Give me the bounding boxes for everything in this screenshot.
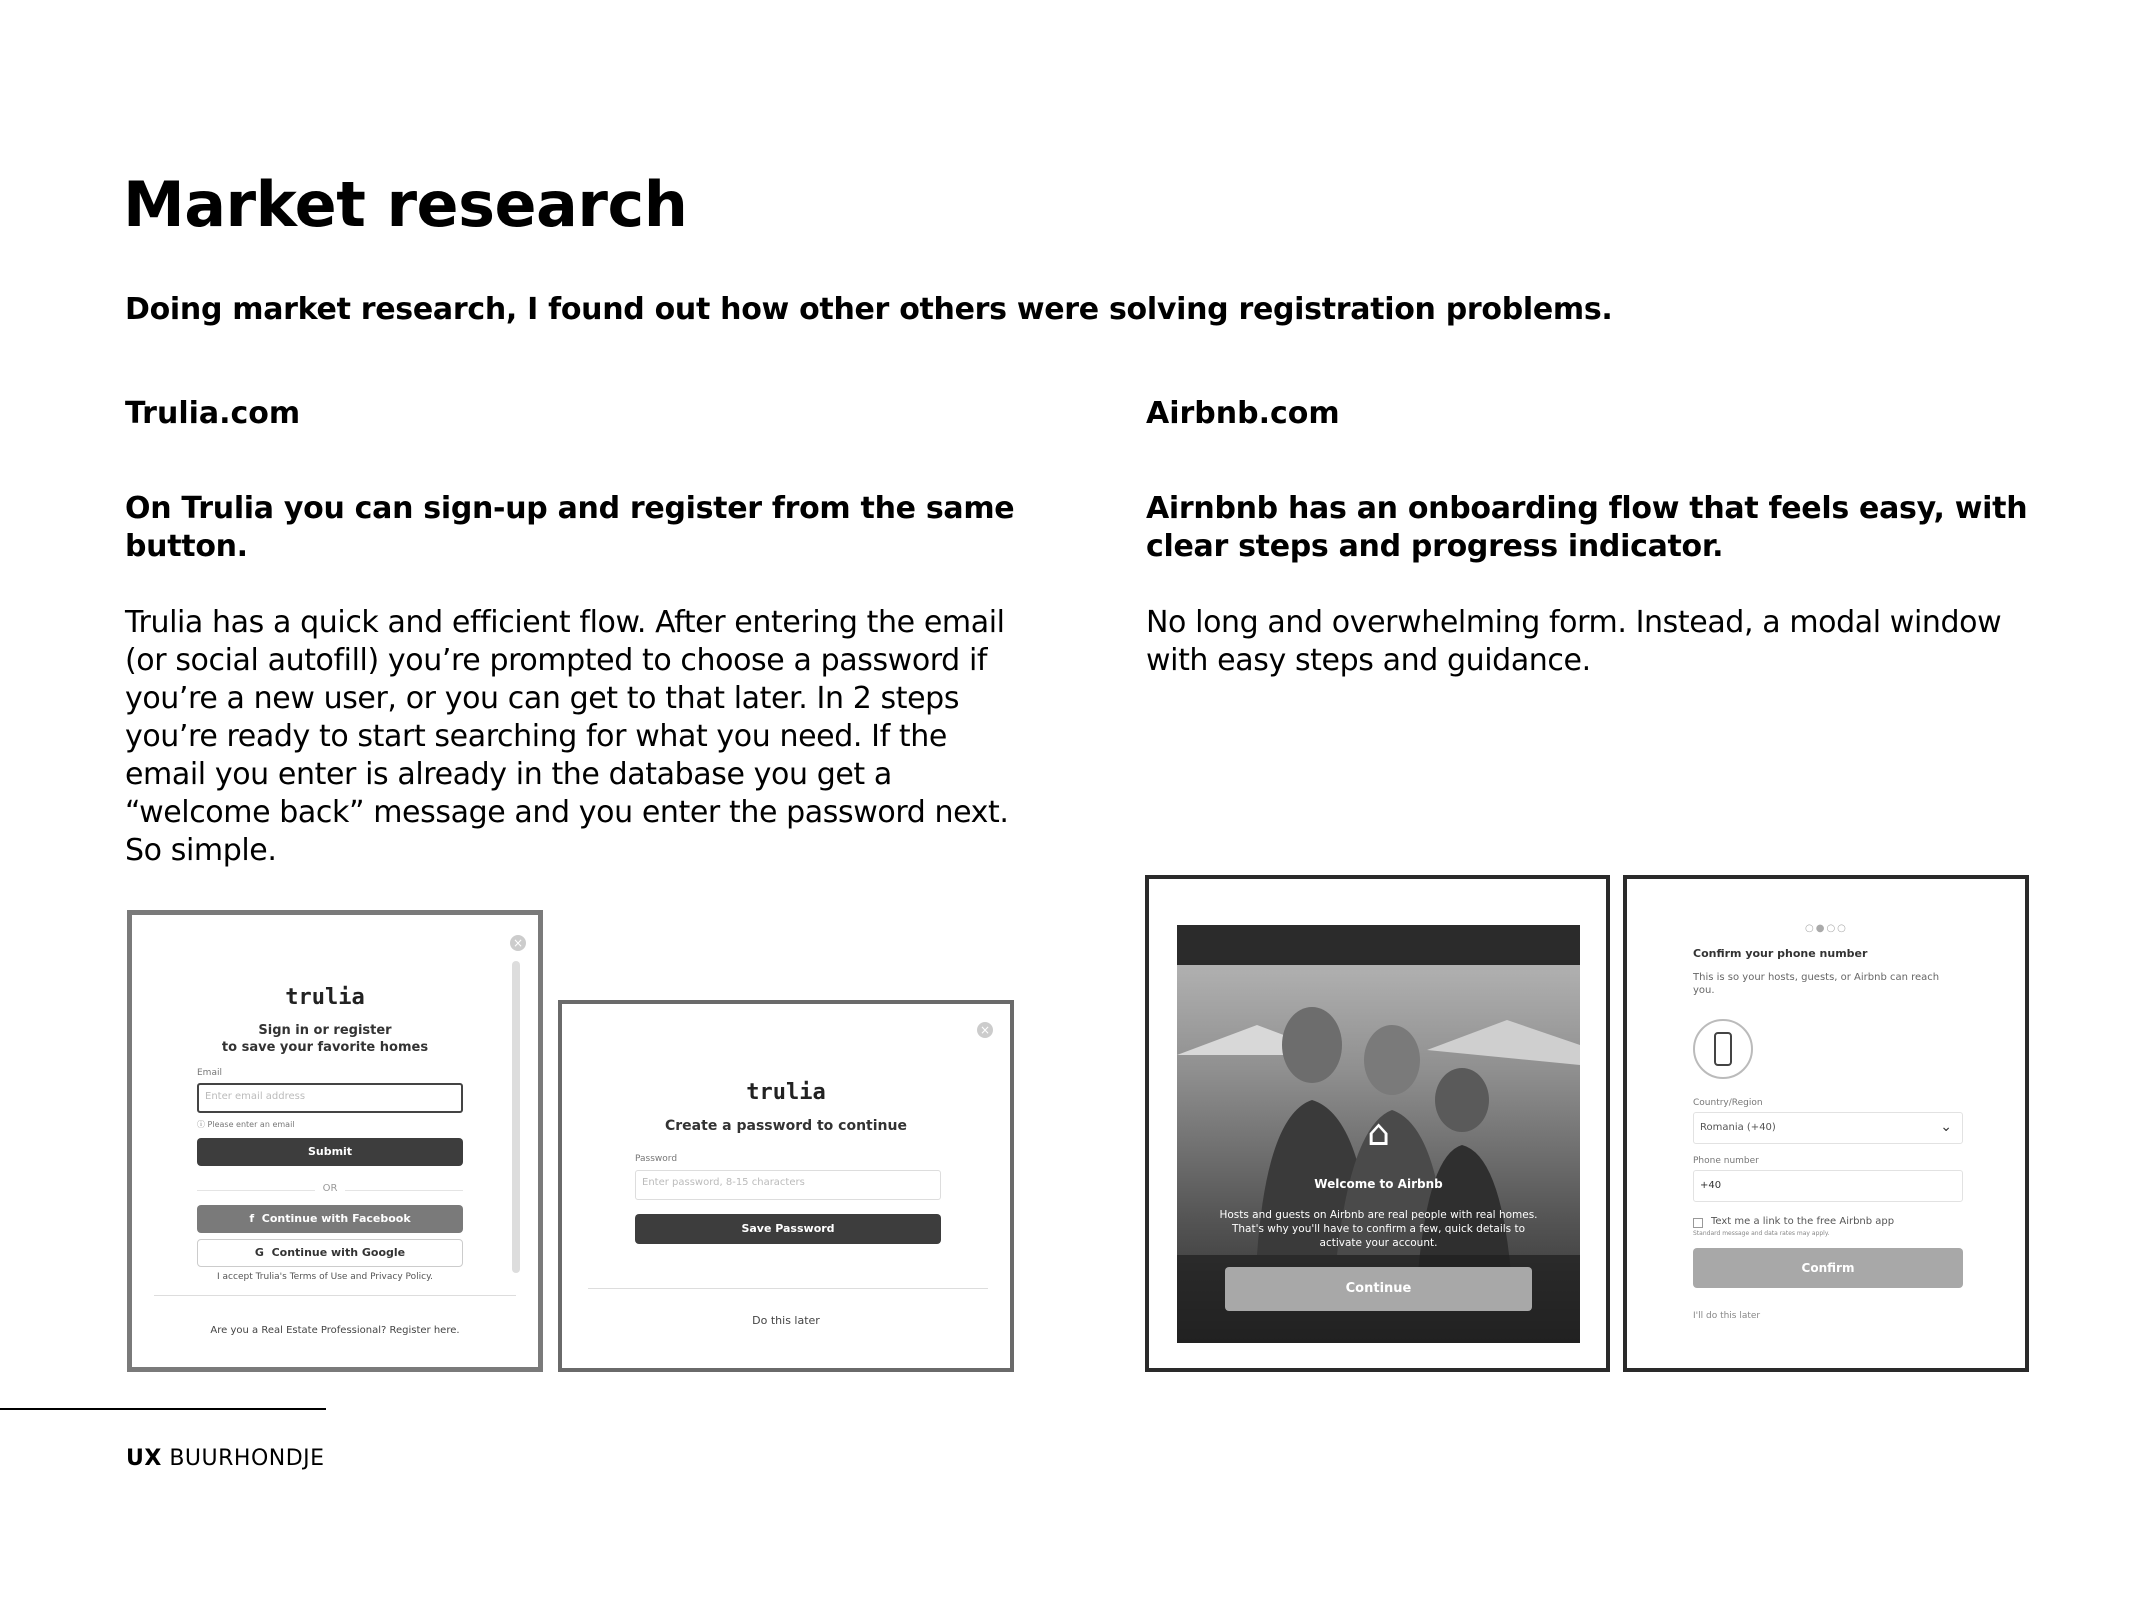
- sms-rates-note: Standard message and data rates may apply.: [1693, 1230, 1830, 1237]
- airbnb-welcome-screenshot: [1145, 875, 1610, 1372]
- save-password-button[interactable]: Save Password: [635, 1214, 941, 1244]
- pro-register-link[interactable]: Are you a Real Estate Professional? Register here.: [210, 1325, 460, 1336]
- country-select[interactable]: Romania (+40) ⌄: [1693, 1112, 1963, 1144]
- footer-brand: [126, 1446, 325, 1471]
- trulia-lead: On Trulia you can sign-up and register from the same button.: [125, 491, 1015, 564]
- email-hint: ⓘ Please enter an email: [197, 1120, 295, 1129]
- phone-icon: [1693, 1019, 1753, 1079]
- email-input[interactable]: Enter email address: [197, 1083, 463, 1113]
- do-this-later-link[interactable]: I'll do this later: [1693, 1311, 1761, 1321]
- page-title: Market research: [123, 168, 688, 241]
- welcome-text: Hosts and guests on Airbnb are real people with real homes. That's why you'll have to confirm a few, quick details to activate your account.: [1219, 1209, 1538, 1249]
- sms-checkbox[interactable]: [1693, 1218, 1703, 1228]
- password-label: Password: [635, 1154, 678, 1164]
- page-subtitle: Doing market research, I found out how other others were solving registration problems.: [125, 292, 1613, 327]
- airbnb-logo-icon: ⌂: [1367, 1113, 1390, 1154]
- email-label: Email: [197, 1068, 222, 1078]
- phone-label: Phone number: [1693, 1156, 1759, 1166]
- footer-divider: [0, 1408, 326, 1410]
- chevron-down-icon: ⌄: [1940, 1119, 1952, 1135]
- signin-heading-line1: Sign in or register: [258, 1023, 392, 1038]
- welcome-heading: Welcome to Airbnb: [1314, 1177, 1443, 1191]
- footer-brand-rest: BUURHONDJE: [161, 1446, 325, 1471]
- trulia-logo: trulia: [285, 985, 365, 1010]
- signin-heading-line2: to save your favorite homes: [221, 1040, 429, 1055]
- phone-heading: Confirm your phone number: [1693, 947, 1868, 960]
- trulia-password-screenshot: [558, 1000, 1014, 1372]
- close-icon[interactable]: ×: [510, 935, 526, 951]
- google-button[interactable]: G Continue with Google: [197, 1239, 463, 1267]
- airbnb-description: No long and overwhelming form. Instead, a modal window with easy steps and guidance.: [1146, 605, 2002, 678]
- airbnb-site-heading: Airbnb.com: [1146, 396, 1340, 431]
- confirm-button[interactable]: Confirm: [1693, 1248, 1963, 1288]
- progress-indicator: ○●○○: [1805, 923, 1848, 934]
- info-icon: ⓘ: [197, 1120, 205, 1129]
- phone-help-text: This is so your hosts, guests, or Airbnb can reach you.: [1693, 972, 1940, 996]
- trulia-signin-screenshot: [127, 910, 543, 1372]
- sms-checkbox-label: Text me a link to the free Airbnb app: [1711, 1216, 1895, 1227]
- password-input[interactable]: Enter password, 8-15 characters: [635, 1170, 941, 1200]
- close-icon[interactable]: ×: [977, 1022, 993, 1038]
- airbnb-lead: Airnbnb has an onboarding flow that feels easy, with clear steps and progress indicator.: [1146, 491, 2028, 564]
- submit-button[interactable]: Submit: [197, 1138, 463, 1166]
- trulia-site-heading: Trulia.com: [125, 396, 301, 431]
- password-heading: Create a password to continue: [665, 1118, 907, 1134]
- trulia-logo: trulia: [746, 1080, 826, 1105]
- do-this-later-link[interactable]: Do this later: [752, 1314, 820, 1327]
- or-separator: OR: [315, 1183, 345, 1194]
- divider: [588, 1288, 988, 1289]
- footer-brand-bold: UX: [126, 1446, 162, 1471]
- facebook-button[interactable]: f Continue with Facebook: [197, 1205, 463, 1233]
- facebook-icon: f: [249, 1212, 255, 1225]
- welcome-photo: [1177, 925, 1580, 1343]
- google-icon: G: [254, 1246, 264, 1259]
- divider: [154, 1295, 516, 1296]
- airbnb-phone-screenshot: [1623, 875, 2029, 1372]
- continue-button[interactable]: Continue: [1225, 1267, 1532, 1311]
- phone-input[interactable]: +40: [1693, 1170, 1963, 1202]
- country-label: Country/Region: [1693, 1098, 1763, 1108]
- trulia-description: Trulia has a quick and efficient flow. After entering the email (or social autofill) you’re prompted to choose a password if you’re a new user, or you can get to that later. In 2 steps you’re ready to start searching for what you need. If the email you enter is already in the database you get a “welcome back” message and you enter the password next. So simple.: [125, 605, 1009, 868]
- terms-text: I accept Trulia's Terms of Use and Privacy Policy.: [217, 1272, 433, 1282]
